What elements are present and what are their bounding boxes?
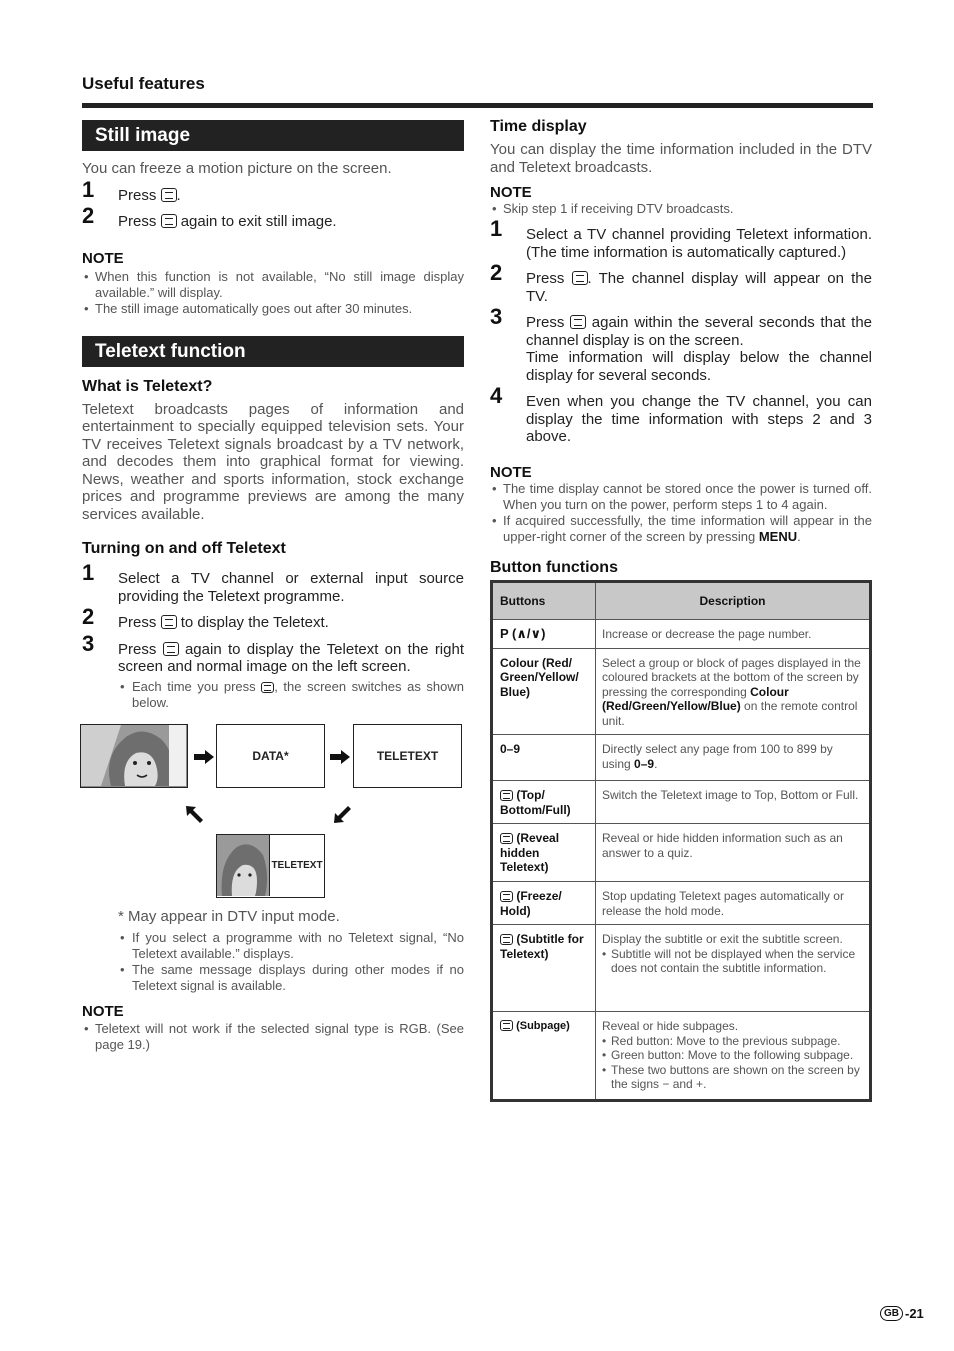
left-column — [82, 120, 464, 1053]
time-display-heading: Time display — [490, 118, 587, 135]
teletext-title: Teletext function — [82, 336, 464, 367]
teletext-button-icon — [163, 642, 179, 656]
info-button-icon — [570, 315, 586, 329]
info-button-icon — [572, 271, 588, 285]
time-step-1: 1 Select a TV channel providing Teletext information. (The time information is automatically captured.) — [490, 216, 872, 261]
time-note-2: • If acquired successfully, the time information will appear in the upper-right corner of the screen by pressing MENU. — [490, 513, 872, 545]
table-row: Colour (Red/ Green/Yellow/ Blue) Select a group or block of pages displayed in the coloured brackets at the bottom of the screen by pressing the corresponding Colour (Red/Green/Yellow/Blue) on the remote control unit. — [492, 648, 871, 735]
subpage-icon — [500, 1020, 513, 1031]
turning-on-off-heading: Turning on and off Teletext — [82, 540, 286, 557]
tv-picture-box — [80, 724, 188, 788]
table-row: (Subpage) Reveal or hide subpages. • Red button: Move to the previous subpage. • Green button: Move to the following subpage. • These two buttons are shown on the screen by the signs − and +. — [492, 1012, 871, 1101]
time-note2-title: NOTE — [490, 463, 532, 481]
teletext-bullet-1: • If you select a programme with no Teletext signal, “No Teletext available.” displays. — [82, 930, 464, 962]
right-column — [490, 120, 872, 1102]
time-note-top: • Skip step 1 if receiving DTV broadcasts. — [490, 201, 872, 217]
teletext-button-icon — [161, 615, 177, 629]
freeze-button-icon — [161, 214, 177, 228]
lion-picture-icon — [217, 835, 270, 896]
section-label: Useful features — [82, 74, 205, 93]
teletext-box: TELETEXT — [353, 724, 462, 788]
time-note-title: NOTE — [490, 184, 532, 201]
what-is-teletext-body: Teletext broadcasts pages of information and entertainment to specially equipped television sets. Your TV receives Teletext signals broadcast by a TV network, and decodes them into graphical format for viewing. News, weather and sports information, stock exchange prices and programme previews are among the many services available. — [82, 400, 464, 523]
still-step-2: 2 Press again to exit still image. — [82, 203, 337, 230]
button-functions-heading: Button functions — [490, 558, 618, 576]
time-display-intro: You can display the time information included in the DTV and Teletext broadcasts. — [490, 141, 872, 176]
page-footer — [880, 1306, 924, 1321]
button-functions-table — [490, 580, 872, 1103]
table-row: (Top/ Bottom/Full) Switch the Teletext image to Top, Bottom or Full. — [492, 781, 871, 824]
col-buttons: Buttons — [492, 581, 596, 619]
arrow-right-icon — [194, 750, 214, 764]
reveal-icon — [500, 833, 513, 844]
split-screen-box — [216, 834, 325, 898]
table-header-row — [492, 581, 871, 619]
teletext-note-title: NOTE — [82, 1003, 124, 1020]
data-box: DATA* — [216, 724, 325, 788]
top-bottom-full-icon — [500, 790, 513, 801]
still-note-2: • The still image automatically goes out after 30 minutes. — [82, 301, 464, 317]
table-row: (Subtitle for Teletext) Display the subtitle or exit the subtitle screen. • Subtitle will not be displayed when the service does not contain the subtitle information. — [492, 925, 871, 1012]
freeze-hold-icon — [500, 891, 513, 902]
col-description: Description — [596, 581, 871, 619]
still-image-intro: You can freeze a motion picture on the screen. — [82, 160, 392, 177]
time-step-2: 2 Press . The channel display will appear on the TV. — [490, 260, 872, 305]
still-note-title: NOTE — [82, 249, 124, 267]
teletext-note-1: • Teletext will not work if the selected signal type is RGB. (See page 19.) — [82, 1021, 464, 1053]
page-number: -21 — [905, 1306, 924, 1321]
dtv-footnote: * May appear in DTV input mode. — [118, 907, 340, 925]
subtitle-icon — [500, 934, 513, 945]
table-row: (Freeze/ Hold) Stop updating Teletext pages automatically or release the hold mode. — [492, 882, 871, 925]
time-step-4: 4 Even when you change the TV channel, you can display the time information with steps 2 and 3 above. — [490, 383, 872, 445]
still-note-1: • When this function is not available, “No still image display available.” will display. — [82, 269, 464, 301]
teletext-mode-diagram — [82, 724, 464, 910]
arrow-down-left-icon — [334, 806, 352, 824]
table-row: P (∧/∨) Increase or decrease the page number. — [492, 619, 871, 648]
teletext-bullet-2: • The same message displays during other modes if no Teletext signal is available. — [82, 962, 464, 994]
teletext-step-3: 3 Press again to display the Teletext on the right screen and normal image on the left screen. — [82, 630, 464, 675]
freeze-button-icon — [161, 188, 177, 202]
teletext-step-2: 2 Press to display the Teletext. — [82, 604, 329, 631]
top-rule — [82, 103, 873, 108]
still-step-1: 1 Press . — [82, 176, 181, 204]
lion-picture-icon — [81, 725, 186, 786]
arrow-right-icon — [330, 750, 350, 764]
split-teletext-label: TELETEXT — [271, 860, 323, 871]
teletext-step-1: 1 Select a TV channel or external input source providing the Teletext programme. — [82, 560, 464, 605]
region-badge: GB — [880, 1306, 903, 1321]
teletext-button-icon — [261, 682, 274, 693]
time-note-1: • The time display cannot be stored once the power is turned off. When you turn on the power, perform steps 1 to 4 again. — [490, 481, 872, 513]
teletext-step-3-subnote: • Each time you press , the screen switches as shown below. — [82, 679, 464, 711]
table-row: 0–9 Directly select any page from 100 to 899 by using 0–9. — [492, 735, 871, 781]
still-image-title: Still image — [82, 120, 464, 151]
arrow-up-left-icon — [186, 806, 204, 824]
table-row: (Reveal hidden Teletext) Reveal or hide hidden information such as an answer to a quiz. — [492, 824, 871, 882]
what-is-teletext-heading: What is Teletext? — [82, 377, 213, 395]
time-step-3: 3 Press again within the several seconds that the channel display is on the screen. Time information will display below the channel display for several seconds. — [490, 304, 873, 384]
